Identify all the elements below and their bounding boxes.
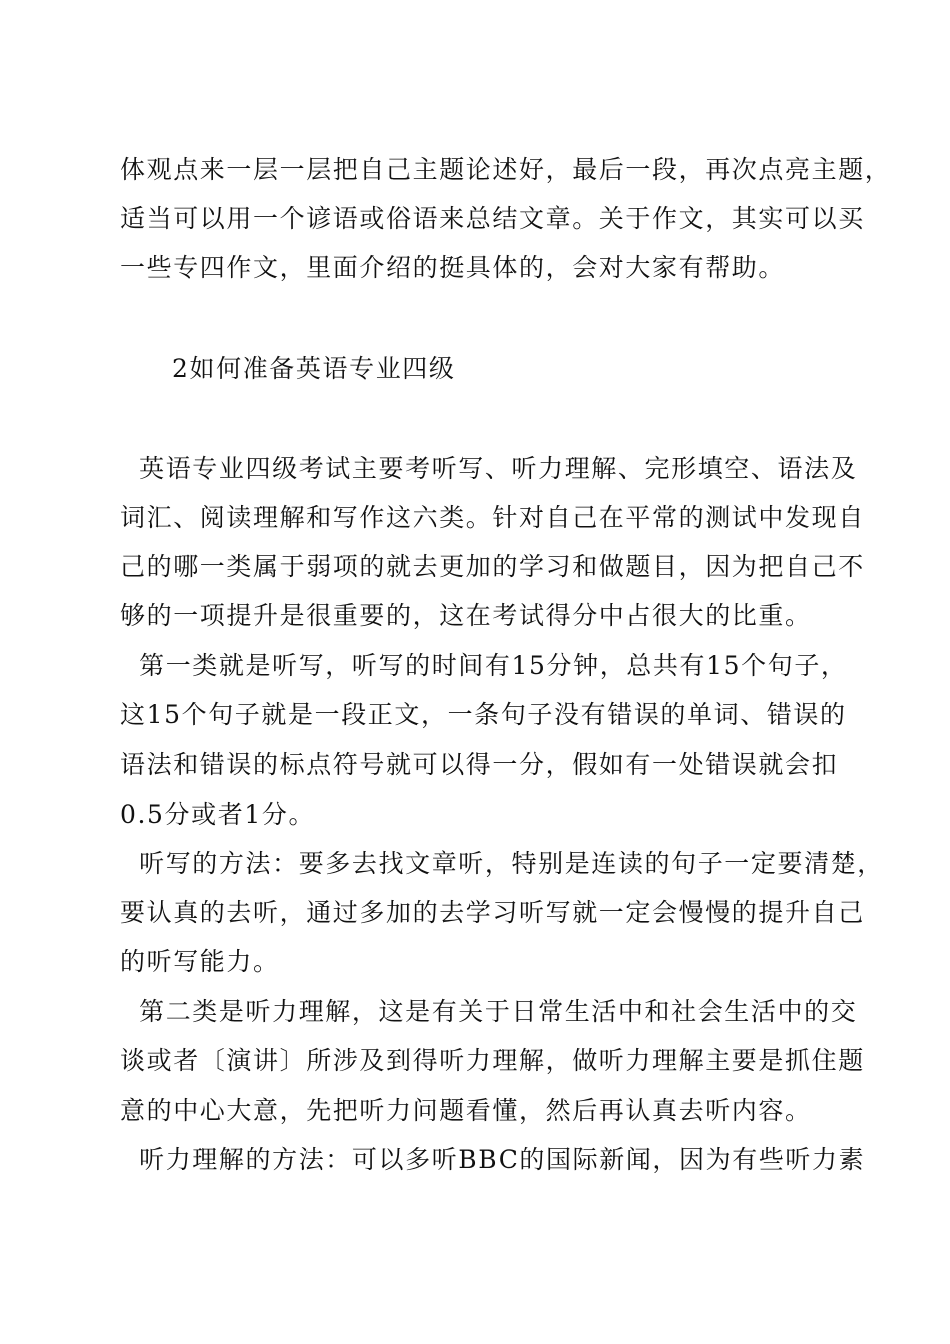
body-line-9: 听写的方法：要多去找文章听，特别是连读的句子一定要清楚，: [120, 849, 884, 878]
body-line-6: 这15个句子就是一段正文，一条句子没有错误的单词、错误的: [120, 700, 847, 729]
body-line-4: 够的一项提升是很重要的，这在考试得分中占很大的比重。: [120, 601, 812, 630]
body-line-3: 己的哪一类属于弱项的就去更加的学习和做题目，因为把自己不: [120, 552, 865, 581]
body-line-12: 第二类是听力理解，这是有关于日常生活中和社会生活中的交: [120, 997, 858, 1026]
body-line-11: 的听写能力。: [120, 947, 280, 976]
intro-line-3: 一些专四作文，里面介绍的挺具体的，会对大家有帮助。: [120, 253, 786, 282]
body-line-1: 英语专业四级考试主要考听写、听力理解、完形填空、语法及: [120, 454, 858, 483]
intro-line-1: 体观点来一层一层把自己主题论述好，最后一段，再次点亮主题，: [120, 155, 892, 184]
intro-line-2: 适当可以用一个谚语或俗语来总结文章。关于作文，其实可以买: [120, 204, 865, 233]
body-line-10: 要认真的去听，通过多加的去学习听写就一定会慢慢的提升自己: [120, 898, 865, 927]
body-line-13: 谈或者〔演讲〕所涉及到得听力理解，做听力理解主要是抓住题: [120, 1046, 865, 1075]
body-line-8: 0.5分或者1分。: [120, 800, 316, 829]
body-line-15: 听力理解的方法：可以多听BBC的国际新闻，因为有些听力素: [120, 1145, 866, 1174]
body-line-7: 语法和错误的标点符号就可以得一分，假如有一处错误就会扣: [120, 750, 839, 779]
body-line-5: 第一类就是听写，听写的时间有15分钟，总共有15个句子，: [120, 651, 848, 680]
body-line-14: 意的中心大意，先把听力问题看懂，然后再认真去听内容。: [120, 1096, 812, 1125]
body-line-2: 词汇、阅读理解和写作这六类。针对自己在平常的测试中发现自: [120, 503, 865, 532]
section-heading: 2如何准备英语专业四级: [172, 354, 456, 383]
